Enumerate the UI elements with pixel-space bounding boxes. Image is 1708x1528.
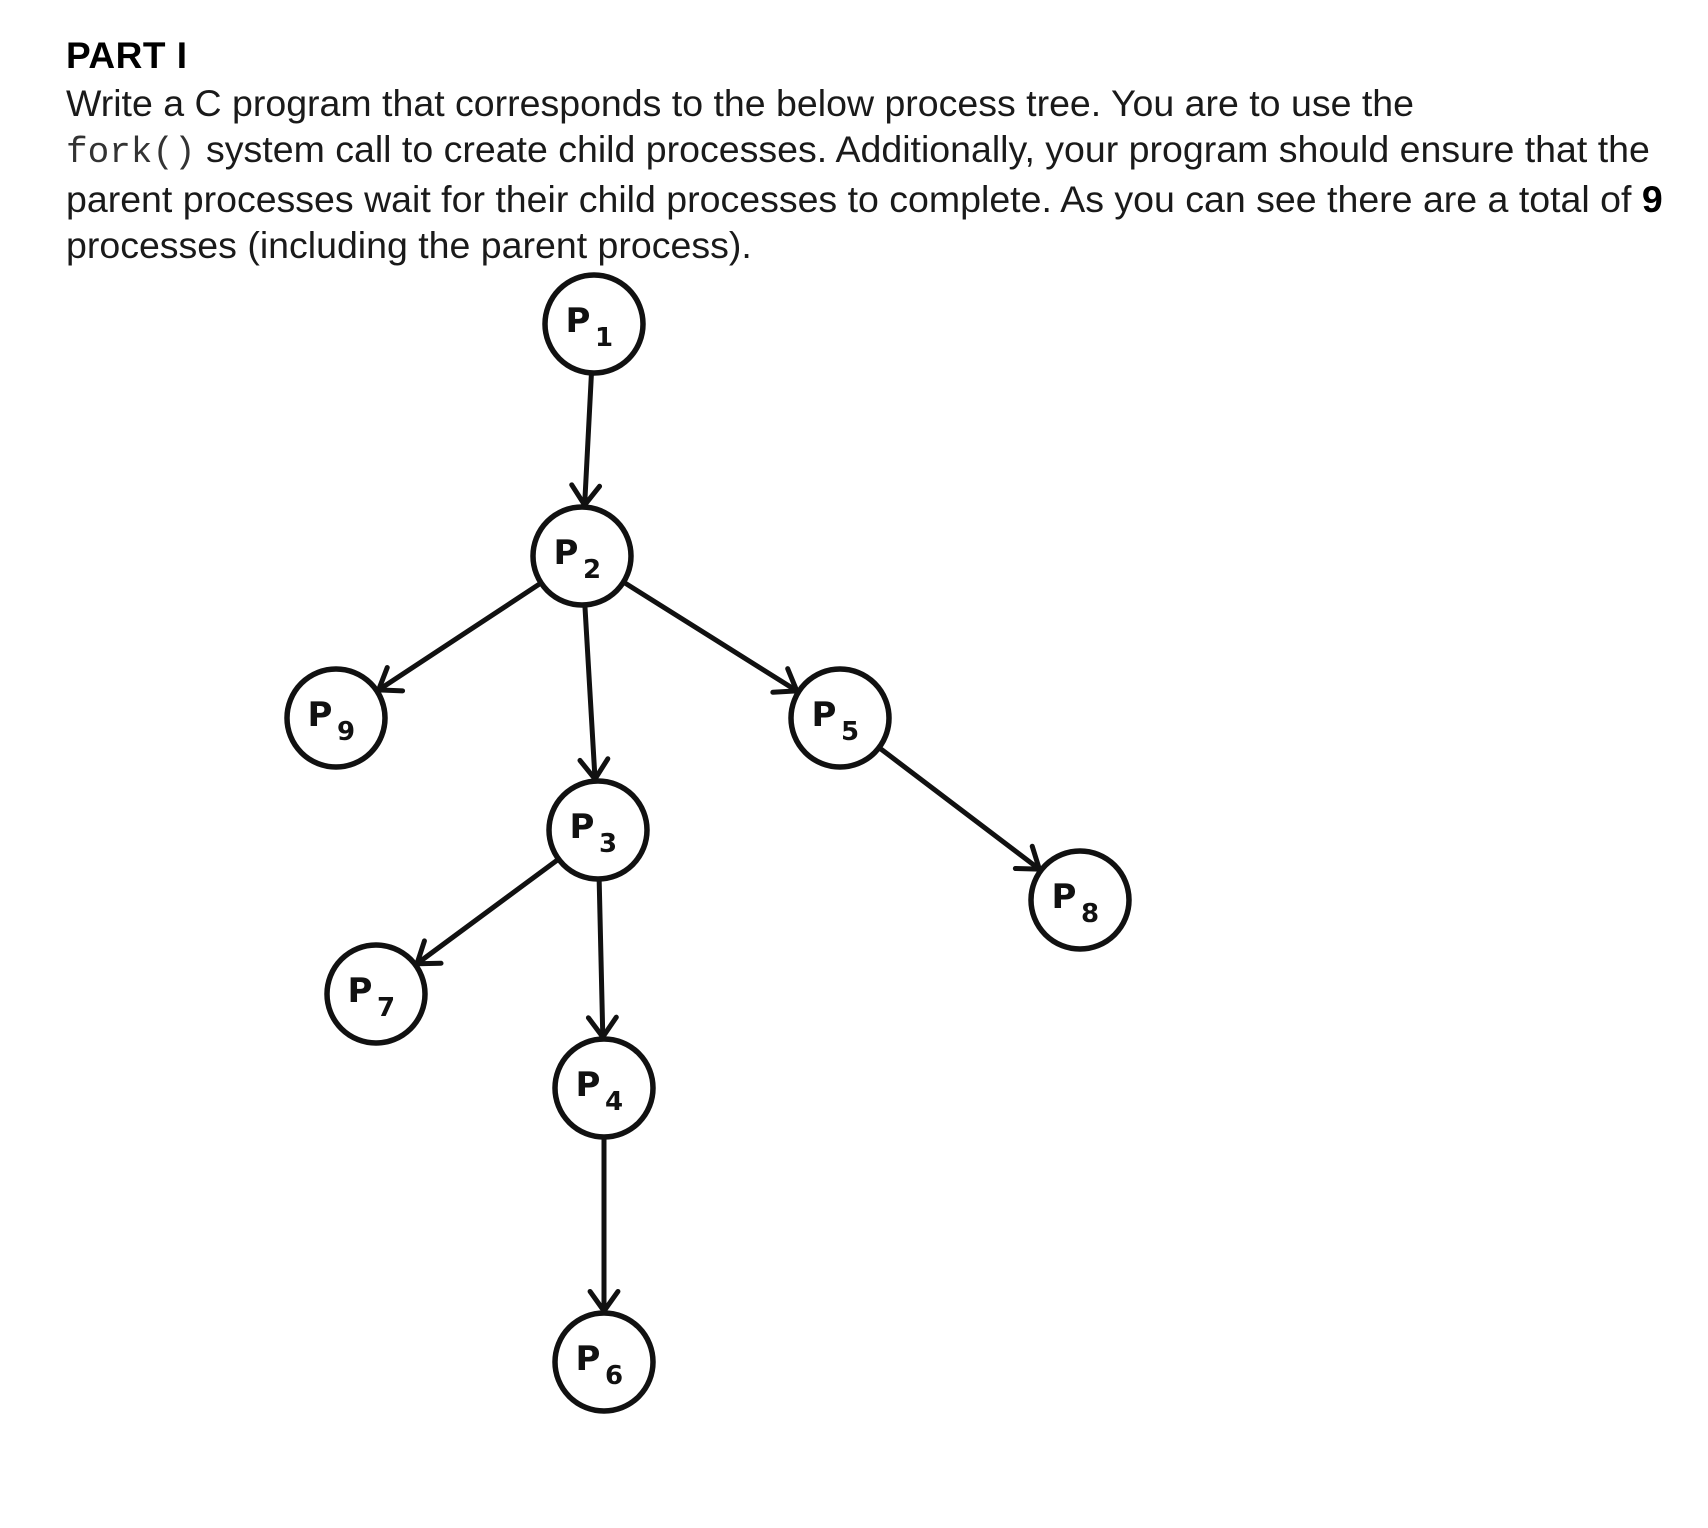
node-p5 xyxy=(791,669,889,767)
edge-p2-to-p9 xyxy=(379,583,541,690)
edge-p3-to-p7 xyxy=(417,859,559,964)
edge-p1-to-p2 xyxy=(585,373,592,505)
fork-code: fork() xyxy=(66,132,196,173)
node-subscript-p6: 6 xyxy=(604,1361,624,1391)
node-subscript-p1: 1 xyxy=(594,323,614,353)
node-label-p1: P xyxy=(565,301,591,341)
edge-p5-to-p8 xyxy=(879,748,1039,870)
node-p2 xyxy=(533,507,631,605)
node-p7 xyxy=(327,945,425,1043)
node-subscript-p3: 3 xyxy=(598,829,618,859)
edges-layer xyxy=(376,373,1040,1311)
node-label-p2: P xyxy=(553,533,579,573)
node-p1 xyxy=(545,275,643,373)
question-text-part-1: Write a C program that corresponds to the below process tree. You are to use the xyxy=(66,82,1414,124)
edge-p2-to-p3 xyxy=(585,605,595,779)
edge-p3-to-p4 xyxy=(599,879,603,1037)
node-subscript-p4: 4 xyxy=(604,1087,624,1117)
node-label-p9: P xyxy=(307,695,333,735)
node-p8 xyxy=(1031,851,1129,949)
node-label-p6: P xyxy=(575,1339,601,1379)
node-p4 xyxy=(555,1039,653,1137)
node-p3 xyxy=(549,781,647,879)
node-subscript-p8: 8 xyxy=(1080,899,1100,929)
node-label-p3: P xyxy=(569,807,595,847)
node-label-p5: P xyxy=(811,695,837,735)
question-text-part-3: processes (including the parent process). xyxy=(66,224,752,266)
node-label-p4: P xyxy=(575,1065,601,1105)
node-p9 xyxy=(287,669,385,767)
node-label-p7: P xyxy=(347,971,373,1011)
question-text-part-2: system call to create child processes. Additionally, your program should ensure that the parent processes wait for their child processes to complete. As you can see there are a total of xyxy=(66,128,1650,220)
node-p6 xyxy=(555,1313,653,1411)
process-count: 9 xyxy=(1641,178,1663,220)
node-subscript-p7: 7 xyxy=(376,993,396,1023)
node-subscript-p9: 9 xyxy=(336,717,356,747)
edge-p2-to-p5 xyxy=(623,582,796,691)
node-subscript-p5: 5 xyxy=(840,717,860,747)
node-label-p8: P xyxy=(1051,877,1077,917)
part-heading: PART I xyxy=(66,35,188,76)
node-subscript-p2: 2 xyxy=(582,555,602,585)
